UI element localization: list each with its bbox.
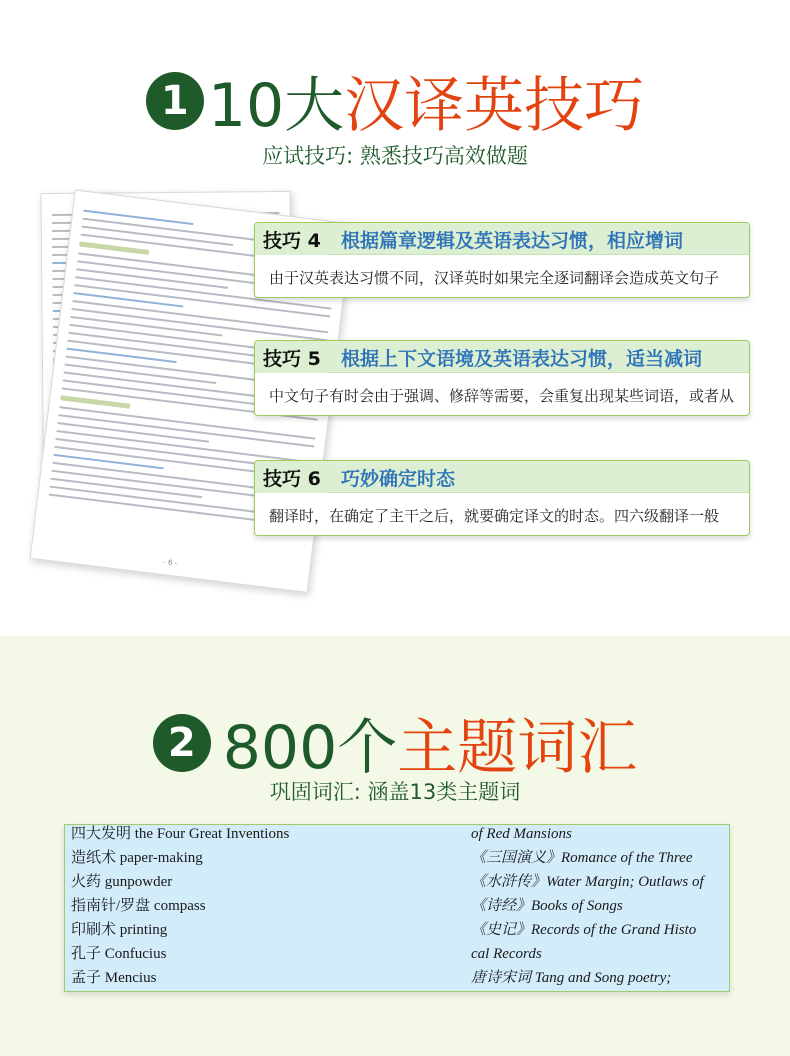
vocab-entry: 唐诗宋词 Tang and Song poetry;: [471, 970, 672, 986]
vocab-entry: 《水浒传》Water Margin; Outlaws of: [471, 874, 704, 890]
tip-badge: 技巧 5: [257, 345, 327, 373]
vocab-entry: 印刷术 printing: [71, 922, 168, 938]
vocab-entry: 《三国演义》Romance of the Three: [471, 850, 693, 866]
vocab-entry: 孟子 Mencius: [71, 970, 157, 986]
tip-title: 根据上下文语境及英语表达习惯，适当减词: [341, 348, 703, 370]
section2-heading: [0, 700, 790, 786]
vocab-entry: 《史记》Records of the Grand Histo: [471, 922, 697, 938]
tip-badge: 技巧 4: [257, 227, 327, 255]
section2-subtitle: 巩固词汇: 涵盖13类主题词: [269, 780, 521, 804]
book-page-number: - 6 -: [162, 558, 178, 568]
section1-heading: [0, 58, 790, 144]
section2-heading-green: 800个: [222, 713, 398, 783]
tip-body: 由于汉英表达习惯不同，汉译英时如果完全逐词翻译会造成英文句子: [269, 269, 720, 287]
section1-number-badge: 1: [146, 72, 204, 130]
section2-heading-red: 主题词汇: [397, 713, 638, 783]
tip-body: 中文句子有时会由于强调、修辞等需要，会重复出现某些词语，或者从: [269, 387, 735, 405]
tip-body: 翻译时，在确定了主干之后，就要确定译文的时态。四六级翻译一般: [269, 507, 720, 525]
section2-number-badge: 2: [153, 714, 211, 772]
tip-badge: 技巧 6: [257, 465, 327, 493]
tip-card-6: [254, 460, 750, 536]
tip-card-5: [254, 340, 750, 416]
section1-subtitle: 应试技巧: 熟悉技巧高效做题: [262, 144, 528, 168]
tip-title: 根据篇章逻辑及英语表达习惯，相应增词: [341, 230, 684, 252]
vocab-entry: 造纸术 paper-making: [71, 850, 203, 866]
tip-card-4: [254, 222, 750, 298]
vocab-entry: cal Records: [471, 946, 542, 962]
vocab-entry: 火药 gunpowder: [71, 874, 173, 890]
vocab-entry: 孔子 Confucius: [71, 946, 167, 962]
vocab-entry: 指南针/罗盘 compass: [71, 898, 206, 914]
vocab-entry: 四大发明 the Four Great Inventions: [71, 826, 290, 842]
vocab-entry: of Red Mansions: [471, 826, 572, 842]
vocab-table: [64, 824, 730, 992]
section1-heading-red: 汉译英技巧: [344, 71, 645, 141]
tip-title: 巧妙确定时态: [341, 468, 456, 490]
vocab-entry: 《诗经》Books of Songs: [471, 898, 623, 914]
section1-heading-green: 10大: [207, 71, 345, 141]
